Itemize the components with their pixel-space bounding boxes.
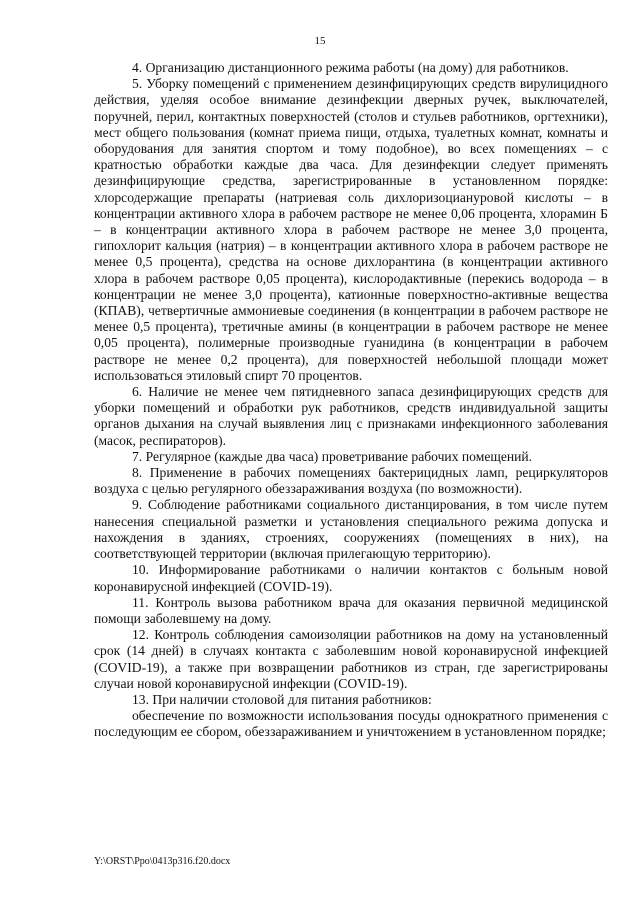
paragraph-item-10: 10. Информирование работниками о наличии контактов с больным новой коронавирусной инфекцией (COVID-19). xyxy=(94,562,608,594)
document-body xyxy=(94,60,608,741)
page-number: 15 xyxy=(314,35,326,47)
paragraph-item-12: 12. Контроль соблюдения самоизоляции работников на дому на установленный срок (14 дней) в случаях контакта с заболевшим новой коронавирусной инфекцией (COVID-19), а также при возвращении работников из стран, где зарегистрированы случаи новой коронавирусной инфекции (COVID-19). xyxy=(94,627,608,691)
paragraph-item-4: 4. Организацию дистанционного режима работы (на дому) для работников. xyxy=(132,60,569,75)
paragraph-item-11: 11. Контроль вызова работником врача для оказания первичной медицинской помощи заболевшему на дому. xyxy=(94,594,608,626)
paragraph-item-5: 5. Уборку помещений с применением дезинфицирующих средств вирулицидного действия, уделяя особое внимание дезинфекции дверных ручек, выключателей, поручней, перил, контактных поверхностей (столов и стульев работников, оргтехники), мест общего пользования (комнат приема пищи, отдыха, туалетных комнат, комнаты и оборудования для занятия спортом и тому подобное), во всех помещениях – с кратностью обработки каждые два часа. Для дезинфекции следует применять дезинфицирующие средства, зарегистрированные в установленном порядке: хлорсодержащие препараты (натриевая соль дихлоризоциануровой кислоты – в концентрации активного хлора в рабочем растворе не менее 0,06 процента, хлорамин Б – в концентрации активного хлора в рабочем растворе не менее 3,0 процента, гипохлорит кальция (натрия) – в концентрации активного хлора в рабочем растворе не менее 0,5 процента), средства на основе дихлорантина (в концентрации активного хлора в рабочем растворе 0,05 процента), кислородактивные (перекись водорода – в концентрации не менее 3,0 процента), катионные поверхностно-активные вещества (КПАВ), четвертичные аммониевые соединения (в концентрации в рабочем растворе не менее 0,5 процента), третичные амины (в концентрации в рабочем растворе не менее 0,05 процента), полимерные производные гуанидина (в концентрации в рабочем растворе не менее 0,2 процента), для поверхностей небольшой площади может использоваться этиловый спирт 70 процентов. xyxy=(94,76,608,383)
paragraph-item-6: 6. Наличие не менее чем пятидневного запаса дезинфицирующих средств для уборки помещений и обработки рук работников, средств индивидуальной защиты органов дыхания на случай выявления лиц с признаками инфекционного заболевания (масок, респираторов). xyxy=(94,384,608,448)
paragraph-item-7: 7. Регулярное (каждые два часа) проветривание рабочих помещений. xyxy=(132,448,533,464)
paragraph-item-8: 8. Применение в рабочих помещениях бактерицидных ламп, рециркуляторов воздуха с целью регулярного обеззараживания воздуха (по возможности). xyxy=(94,465,608,497)
paragraph-item-13: 13. При наличии столовой для питания работников: xyxy=(132,691,432,707)
footer-file-path: Y:\ORST\Ppo\0413p316.f20.docx xyxy=(94,856,231,867)
paragraph-item-9: 9. Соблюдение работниками социального дистанцирования, в том числе путем нанесения специальной разметки и установления специального режима допуска и нахождения в зданиях, строениях, сооружениях (помещениях в них), на соответствующей территории (включая прилегающую территорию). xyxy=(94,497,608,562)
paragraph-item-13-sub: обеспечение по возможности использования посуды однократного применения с последующим ее сбором, обеззараживанием и уничтожением в установленном порядке; xyxy=(94,708,608,740)
